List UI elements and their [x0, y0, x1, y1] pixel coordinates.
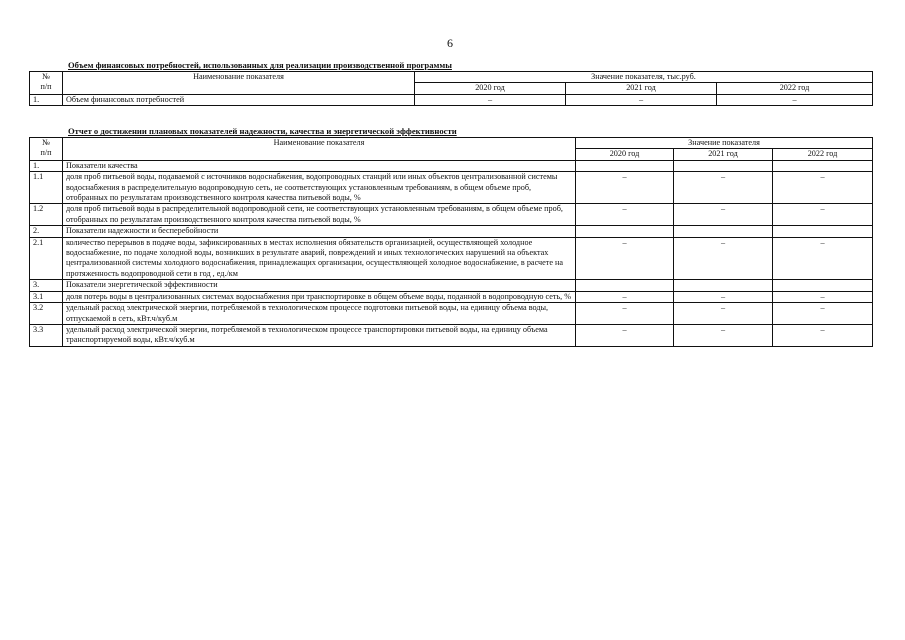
value-2020: –	[576, 324, 674, 346]
head-num-line2: п/п	[40, 82, 52, 92]
table-row	[30, 303, 873, 325]
value-2020: –	[576, 172, 674, 204]
head-num-line1: №	[42, 72, 50, 81]
table2-caption: Отчет о достижении плановых показателей надежности, качества и энергетической эффективности	[68, 126, 457, 136]
value-2020: –	[576, 291, 674, 302]
empty-cell	[773, 280, 873, 291]
value-2022: –	[773, 324, 873, 346]
value-2021: –	[674, 303, 773, 325]
row-number: 1.	[30, 94, 63, 105]
table2-head-num	[30, 138, 63, 161]
empty-cell	[773, 160, 873, 171]
row-number: 2.1	[30, 237, 63, 280]
section-row	[30, 160, 873, 171]
empty-cell	[576, 280, 674, 291]
financial-needs-table	[29, 71, 873, 106]
value-2021: –	[674, 237, 773, 280]
table2-year-2021: 2021 год	[674, 149, 773, 160]
value-2022: –	[773, 303, 873, 325]
value-2022: –	[773, 172, 873, 204]
value-2022: –	[773, 237, 873, 280]
page-number: 6	[447, 36, 453, 50]
table-row	[30, 324, 873, 346]
value-2021: –	[674, 324, 773, 346]
value-2021: –	[674, 172, 773, 204]
table1-year-2022: 2022 год	[717, 83, 873, 94]
empty-cell	[576, 160, 674, 171]
table-row	[30, 204, 873, 226]
table-row	[30, 94, 873, 105]
section-row	[30, 226, 873, 237]
table2-year-2020: 2020 год	[576, 149, 674, 160]
value-2020: –	[576, 237, 674, 280]
row-name: количество перерывов в подаче воды, зафиксированных в местах исполнения обязательств организацией, осуществляющей холодное водоснабжение, по подаче холодной воды, возникших в результате аварий, повреждений и иных технологических нарушений на объектах централизованной системы холодного водоснабжения, принадлежащих организации, осуществляющей холодное водоснабжение, в расчете на протяженность водопроводной сети в год , ед./км	[63, 237, 576, 280]
row-number: 1.1	[30, 172, 63, 204]
section-title: Показатели энергетической эффективности	[63, 280, 576, 291]
row-name: удельный расход электрической энергии, потребляемой в технологическом процессе подготовки питьевой воды, на единицу объема воды, отпускаемой в сеть, кВт.ч/куб.м	[63, 303, 576, 325]
row-name: доля проб питьевой воды, подаваемой с источников водоснабжения, водопроводных станций или иных объектов централизованной системы водоснабжения в распределительную водопроводную сеть, не соответствующих установленным требованиям, в общем объеме проб, отобранных по результатам производственного контроля качества питьевой воды, %	[63, 172, 576, 204]
row-name: доля потерь воды в централизованных системах водоснабжения при транспортировке в общем объеме воды, поданной в водопроводную сеть, %	[63, 291, 576, 302]
empty-cell	[576, 226, 674, 237]
table1-caption: Объем финансовых потребностей, использованных для реализации производственной программы	[68, 60, 452, 70]
section-title: Показатели надежности и бесперебойности	[63, 226, 576, 237]
row-number: 1.	[30, 160, 63, 171]
row-number: 1.2	[30, 204, 63, 226]
table1-head-name: Наименование показателя	[63, 72, 415, 95]
row-number: 3.1	[30, 291, 63, 302]
value-2022: –	[773, 204, 873, 226]
table2-head-name: Наименование показателя	[63, 138, 576, 161]
value-2021: –	[566, 94, 717, 105]
value-2020: –	[576, 204, 674, 226]
table1-year-2020: 2020 год	[415, 83, 566, 94]
table1-header-row	[30, 72, 873, 83]
value-2020: –	[415, 94, 566, 105]
table2-year-2022: 2022 год	[773, 149, 873, 160]
row-number: 3.	[30, 280, 63, 291]
row-number: 2.	[30, 226, 63, 237]
empty-cell	[674, 160, 773, 171]
row-name: удельный расход электрической энергии, потребляемой в технологическом процессе транспортировки питьевой воды, на единицу объема транспортируемой воды, кВт.ч/куб.м	[63, 324, 576, 346]
head-num-line1: №	[42, 138, 50, 147]
table1-head-num	[30, 72, 63, 95]
table2-head-value: Значение показателя	[576, 138, 873, 149]
table-row	[30, 237, 873, 280]
value-2021: –	[674, 204, 773, 226]
value-2022: –	[717, 94, 873, 105]
table2-header-row	[30, 138, 873, 149]
head-num-line2: п/п	[40, 148, 52, 158]
value-2020: –	[576, 303, 674, 325]
empty-cell	[674, 280, 773, 291]
row-name: доля проб питьевой воды в распределительной водопроводной сети, не соответствующих установленным требованиям, в общем объеме проб, отобранных по результатам производственного контроля качества питьевой воды, %	[63, 204, 576, 226]
section-row	[30, 280, 873, 291]
table-row	[30, 291, 873, 302]
indicators-table	[29, 137, 873, 347]
row-number: 3.3	[30, 324, 63, 346]
table-row	[30, 172, 873, 204]
table1-head-value: Значение показателя, тыс.руб.	[415, 72, 873, 83]
table1-year-2021: 2021 год	[566, 83, 717, 94]
empty-cell	[773, 226, 873, 237]
empty-cell	[674, 226, 773, 237]
value-2022: –	[773, 291, 873, 302]
row-number: 3.2	[30, 303, 63, 325]
section-title: Показатели качества	[63, 160, 576, 171]
row-name: Объем финансовых потребностей	[63, 94, 415, 105]
value-2021: –	[674, 291, 773, 302]
